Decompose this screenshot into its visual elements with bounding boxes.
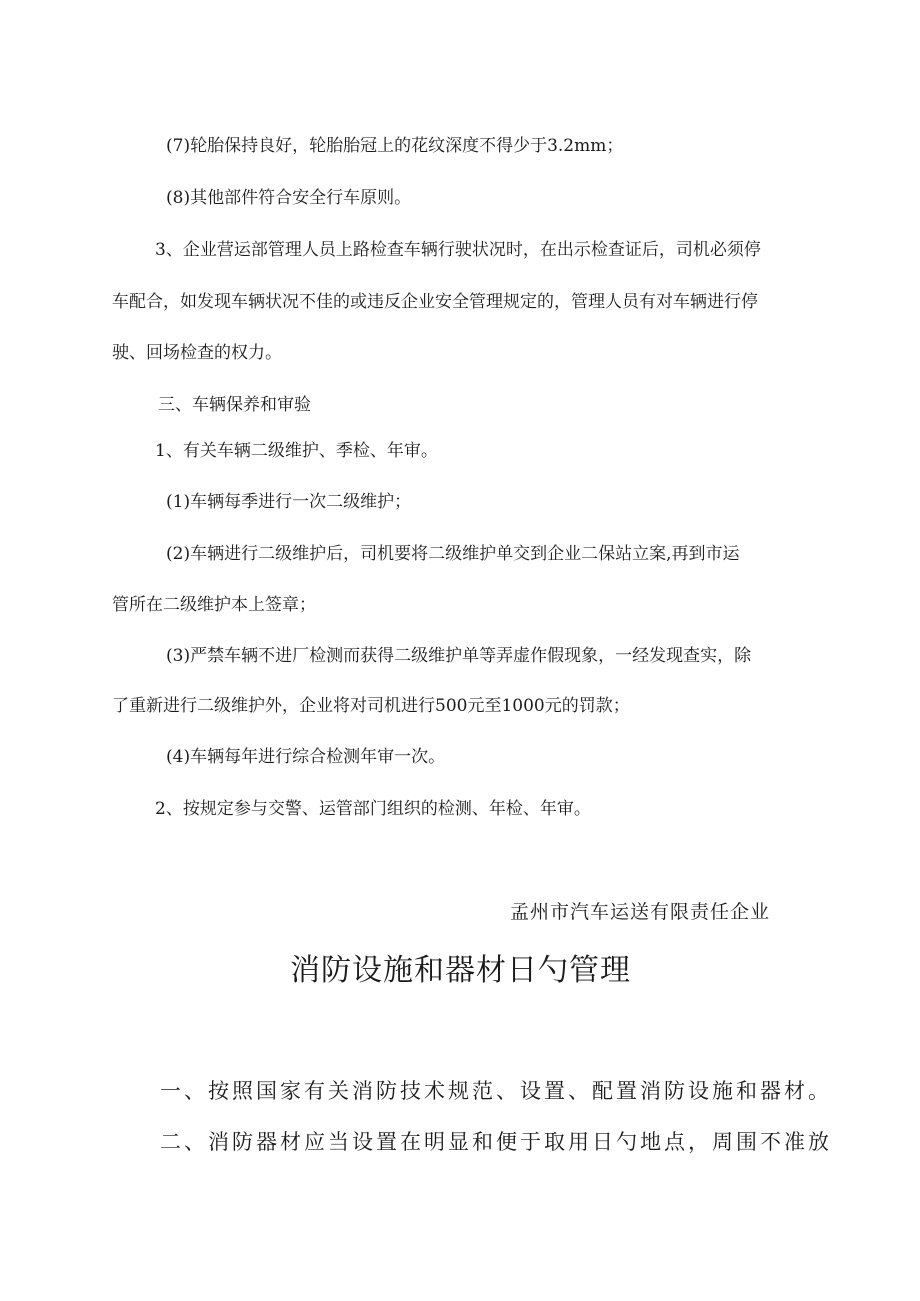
tire-requirement-item: (7)轮胎保持良好，轮胎胎冠上的花纹深度不得少于3.2mm； [166,136,624,156]
maintenance-item-2-line-2: 管所在二级维护本上签章； [112,595,316,615]
other-parts-item: (8)其他部件符合安全行车原则。 [166,188,412,208]
inspection-paragraph-line-3: 驶、回场检查的权力。 [112,343,282,363]
inspection-paragraph-line-1: 3、企业营运部管理人员上路检查车辆行驶状况时，在出示检查证后，司机必须停 [155,240,761,260]
document-title: 消防设施和器材日勺管理 [290,953,631,988]
maintenance-item-4: (4)车辆每年进行综合检测年审一次。 [166,747,446,767]
fire-equipment-paragraph-1: 一、按照国家有关消防技术规范、设置、配置消防设施和器材。 [160,1079,832,1103]
section-heading-maintenance: 三、车辆保养和审验 [158,395,311,415]
company-signature: 孟州市汽车运送有限责任企业 [510,901,771,923]
maintenance-item-3-line-2: 了重新进行二级维护外，企业将对司机进行500元至1000元的罚款； [112,696,630,716]
maintenance-sub-heading-2: 2、按规定参与交警、运管部门组织的检测、年检、年审。 [155,799,591,819]
maintenance-item-3-line-1: (3)严禁车辆不进厂检测而获得二级维护单等弄虚作假现象，一经发现查实，除 [166,646,752,666]
maintenance-item-1: (1)车辆每季进行一次二级维护； [166,492,412,512]
maintenance-item-2-line-1: (2)车辆进行二级维护后，司机要将二级维护单交到企业二保站立案,再到市运 [166,544,740,564]
fire-equipment-paragraph-2: 二、消防器材应当设置在明显和便于取用日勺地点，周围不准放 [160,1130,832,1154]
maintenance-sub-heading-1: 1、有关车辆二级维护、季检、年审。 [155,441,438,461]
inspection-paragraph-line-2: 车配合，如发现车辆状况不佳的或违反企业安全管理规定的，管理人员有对车辆进行停 [112,292,758,312]
